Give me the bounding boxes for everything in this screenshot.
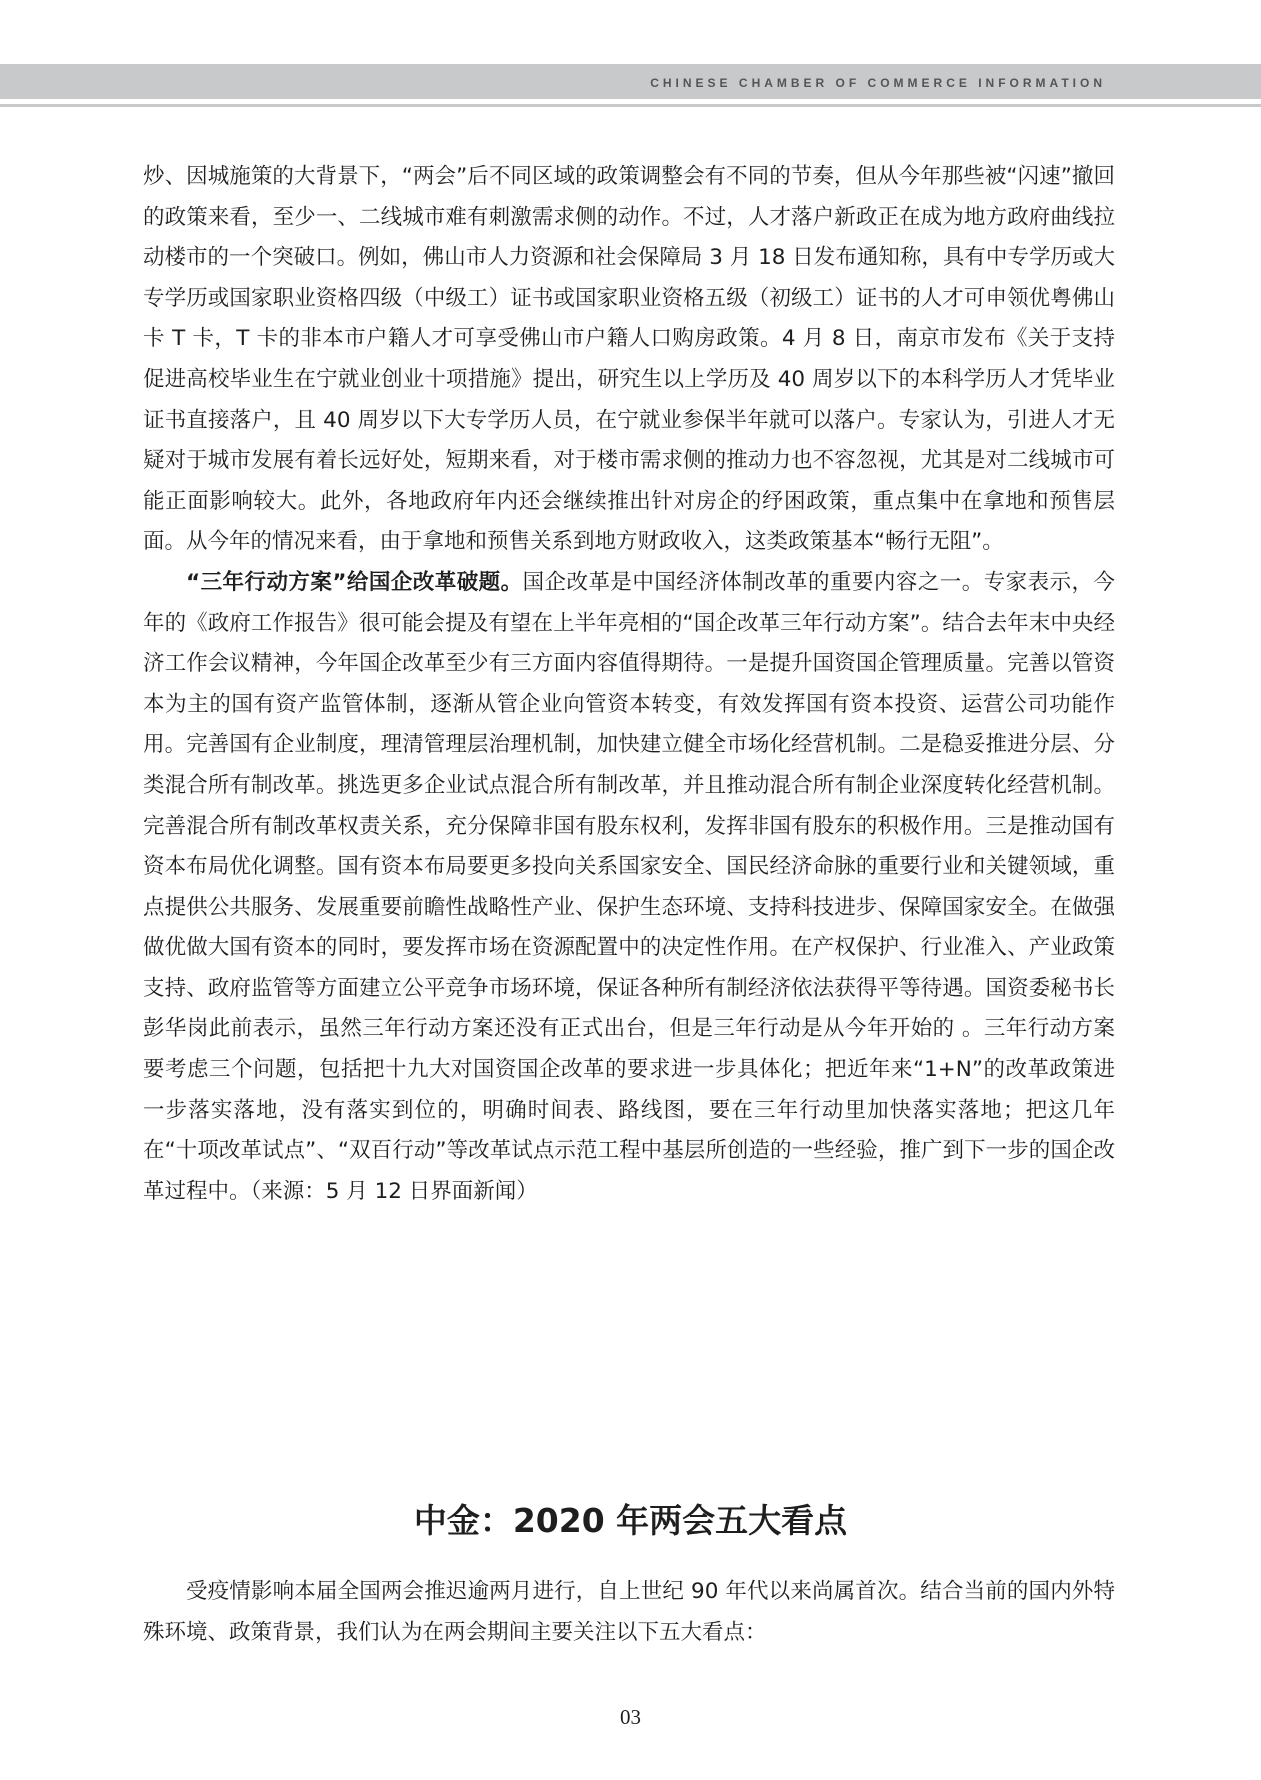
paragraph-body: 国企改革是中国经济体制改革的重要内容之一。专家表示，今年的《政府工作报告》很可能会提及有望在上半年亮相的“国企改革三年行动方案”。结合去年末中央经济工作会议精神，今年国企改革至少有三方面内容值得期待。一是提升国资国企管理质量。完善以管资本为主的国有资产监管体制，逐渐从管企业向管资本转变，有效发挥国有资本投资、运营公司功能作用。完善国有企业制度，理清管理层治理机制，加快建立健全市场化经营机制。二是稳妥推进分层、分类混合所有制改革。挑选更多企业试点混合所有制改革，并且推动混合所有制企业深度转化经营机制。完善混合所有制改革权责关系，充分保障非国有股东权利，发挥非国有股东的积极作用。三是推动国有资本布局优化调整。国有资本布局要更多投向关系国家安全、国民经济命脉的重要行业和关键领域，重点提供公共服务、发展重要前瞻性战略性产业、保护生态环境、支持科技进步、保障国家安全。在做强做优做大国有资本的同时，要发挥市场在资源配置中的决定性作用。在产权保护、行业准入、产业政策支持、政府监管等方面建立公平竞争市场环境，保证各种所有制经济依法获得平等待遇。国资委秘书长彭华岗此前表示，虽然三年行动方案还没有正式出台，但是三年行动是从今年开始的 。三年行动方案要考虑三个问题，包括把十九大对国资国企改革的要求进一步具体化；把近年来“1+N”的改革政策进一步落实落地，没有落实到位的，明确时间表、路线图，要在三年行动里加快落实落地；把这几年在“十项改革试点”、“双百行动”等改革试点示范工程中基层所创造的一些经验，推广到下一步的国企改革过程中。: [143, 569, 1115, 1204]
header-rule: [0, 104, 1261, 107]
section-paragraph-1: 受疫情影响本届全国两会推迟逾两月进行，自上世纪 90 年代以来尚属首次。结合当前的国内外特殊环境、政策背景，我们认为在两会期间主要关注以下五大看点：: [143, 1579, 1115, 1645]
section-body: [143, 1572, 1115, 1653]
paragraph-lead-heading: “三年行动方案”给国企改革破题。: [186, 569, 523, 595]
section-title: 中金：2020 年两会五大看点: [413, 1501, 848, 1540]
article-paragraph-2: [143, 563, 1115, 1213]
article-body: [143, 157, 1115, 1212]
page-number: 03: [620, 1705, 641, 1729]
running-title: CHINESE CHAMBER OF COMMERCE INFORMATION: [650, 76, 1106, 90]
article-paragraph-1: 炒、因城施策的大背景下，“两会”后不同区域的政策调整会有不同的节奏，但从今年那些被“闪速”撤回的政策来看，至少一、二线城市难有刺激需求侧的动作。不过，人才落户新政正在成为地方政府曲线拉动楼市的一个突破口。例如，佛山市人力资源和社会保障局 3 月 18 日发布通知称，具有中专学历或大专学历或国家职业资格四级（中级工）证书或国家职业资格五级（初级工）证书的人才可申领优粤佛山卡 T 卡，T 卡的非本市户籍人才可享受佛山市户籍人口购房政策。4 月 8 日，南京市发布《关于支持促进高校毕业生在宁就业创业十项措施》提出，研究生以上学历及 40 周岁以下的本科学历人才凭毕业证书直接落户，且 40 周岁以下大专学历人员，在宁就业参保半年就可以落户。专家认为，引进人才无疑对于城市发展有着长远好处，短期来看，对于楼市需求侧的推动力也不容忽视，尤其是对二线城市可能正面影响较大。此外，各地政府年内还会继续推出针对房企的纾困政策，重点集中在拿地和预售层面。从今年的情况来看，由于拿地和预售关系到地方财政收入，这类政策基本“畅行无阻”。: [143, 164, 1115, 555]
source-note: （来源：5 月 12 日界面新闻）: [250, 1178, 538, 1204]
